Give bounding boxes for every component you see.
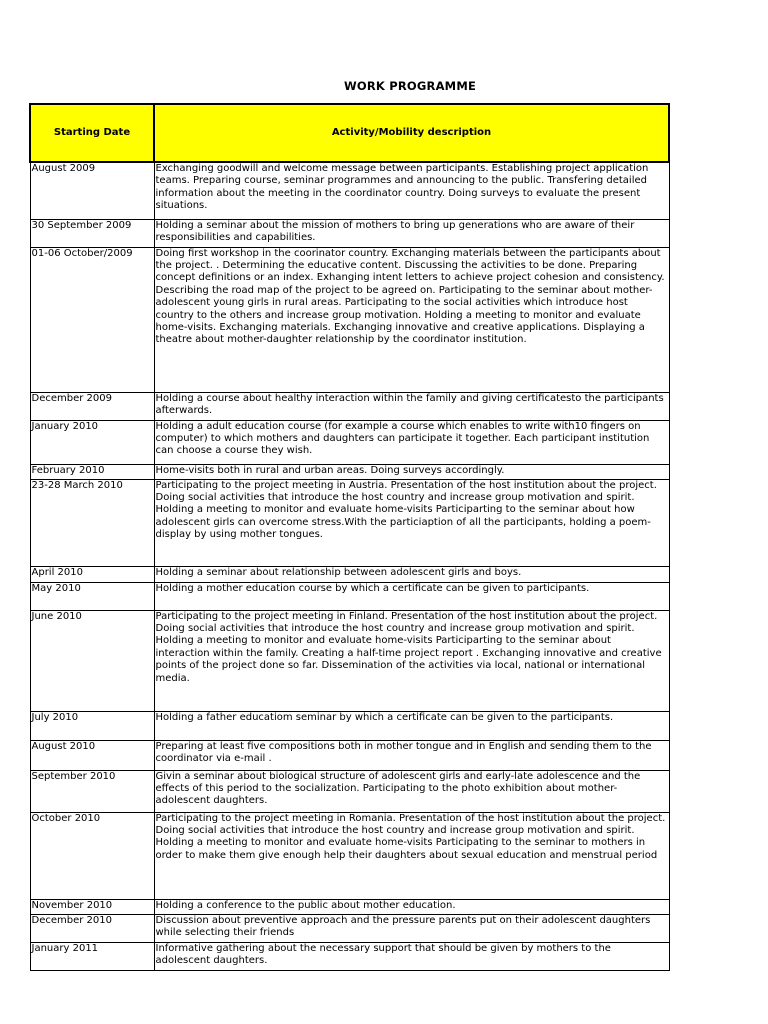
- page-title: WORK PROGRAMME: [343, 79, 477, 93]
- table-row: [30, 219, 669, 247]
- activity-cell: Holding a father educatiom seminar by which a certificate can be given to the participants.: [154, 711, 669, 740]
- table-row: [30, 420, 669, 464]
- activity-cell: Discussion about preventive approach and the pressure parents put on their adolescent daughters while selecting their friends: [154, 914, 669, 942]
- activity-cell: Informative gathering about the necessary support that should be given by mothers to the adolescent daughters.: [154, 942, 669, 970]
- table-row: [30, 247, 669, 392]
- date-cell: August 2009: [30, 162, 154, 219]
- table-row: [30, 942, 669, 970]
- activity-header: Activity/Mobility description: [154, 104, 669, 162]
- activity-cell: Doing first workshop in the coorinator country. Exchanging materials between the participants about the project. . Determining the educative content. Discussing the activities to be done. Preparing concept definitions or an index. Exhanging intent letters to achieve project cohesion and consistency. Describing the road map of the project to be agreed on. Participating to the seminar about mother-adolescent young girls in rural areas. Participating to the social activities which introduce host country to the others and increase group motivation. Holding a meeting to monitor and evaluate home-visits. Exchanging materials. Exchanging innovative and creative applications. Displaying a theatre about mother-daughter relationship by the coordinator institution.: [154, 247, 669, 392]
- activity-cell: Holding a seminar about relationship between adolescent girls and boys.: [154, 566, 669, 582]
- date-cell: September 2010: [30, 770, 154, 812]
- table-row: [30, 582, 669, 610]
- date-cell: December 2009: [30, 392, 154, 420]
- activity-cell: Holding a seminar about the mission of mothers to bring up generations who are aware of their responsibilities and capabilities.: [154, 219, 669, 247]
- table-row: [30, 899, 669, 914]
- table-row: [30, 566, 669, 582]
- date-cell: 01-06 October/2009: [30, 247, 154, 392]
- date-cell: December 2010: [30, 914, 154, 942]
- activity-cell: Exchanging goodwill and welcome message between participants. Establishing project application teams. Preparing course, seminar programmes and announcing to the public. Transfering detailed information about the meeting in the coordinator country. Doing surveys to evaluate the present situations.: [154, 162, 669, 219]
- table-row: [30, 812, 669, 899]
- activity-cell: Participating to the project meeting in Austria. Presentation of the host institution about the project. Doing social activities that introduce the host country and increase group motivation and spirit. Holding a meeting to monitor and evaluate home-visits Participarting to the seminar about how adolescent girls can overcome stress.With the particiaption of all the participants, holding a poem-display by using mother tongues.: [154, 479, 669, 566]
- table-row: [30, 479, 669, 566]
- table-row: [30, 610, 669, 711]
- table-row: [30, 464, 669, 479]
- date-cell: January 2010: [30, 420, 154, 464]
- activity-cell: Holding a course about healthy interaction within the family and giving certificatesto the participants afterwards.: [154, 392, 669, 420]
- activity-cell: Holding a adult education course (for example a course which enables to write with10 fingers on computer) to which mothers and daughters can participate it together. Each participant institution can choose a course they wish.: [154, 420, 669, 464]
- activity-cell: Preparing at least five compositions both in mother tongue and in English and sending them to the coordinator via e-mail .: [154, 740, 669, 770]
- table-row: [30, 162, 669, 219]
- date-cell: November 2010: [30, 899, 154, 914]
- activity-cell: Givin a seminar about biological structure of adolescent girls and early-late adolescence and the effects of this period to the socialization. Participating to the photo exhibition about mother- adolescent daughters.: [154, 770, 669, 812]
- date-cell: August 2010: [30, 740, 154, 770]
- activity-cell: Participating to the project meeting in Romania. Presentation of the host institution about the project. Doing social activities that introduce the host country and increase group motivation and spirit. Holding a meeting to monitor and evaluate home-visits Participating to the seminar to mothers in order to make them give enough help their daughters about sexual education and menstrual period: [154, 812, 669, 899]
- date-cell: June 2010: [30, 610, 154, 711]
- date-cell: 30 September 2009: [30, 219, 154, 247]
- table-row: [30, 711, 669, 740]
- date-cell: February 2010: [30, 464, 154, 479]
- activity-cell: Home-visits both in rural and urban areas. Doing surveys accordingly.: [154, 464, 669, 479]
- table-row: [30, 740, 669, 770]
- activity-cell: Holding a mother education course by which a certificate can be given to participants.: [154, 582, 669, 610]
- table-row: [30, 392, 669, 420]
- date-cell: July 2010: [30, 711, 154, 740]
- date-cell: April 2010: [30, 566, 154, 582]
- work-programme-table: [29, 103, 670, 971]
- activity-cell: Participating to the project meeting in Finland. Presentation of the host institution about the project. Doing social activities that introduce the host country and increase group motivation and spirit. Holding a meeting to monitor and evaluate home-visits Participarting to the seminar about interaction within the family. Creating a half-time project report . Exchanging innovative and creative points of the project done so far. Dissemination of the activities via local, national or international media.: [154, 610, 669, 711]
- date-cell: January 2011: [30, 942, 154, 970]
- date-cell: 23-28 March 2010: [30, 479, 154, 566]
- starting-date-header: Starting Date: [30, 104, 154, 162]
- table-row: [30, 914, 669, 942]
- table-row: [30, 770, 669, 812]
- activity-cell: Holding a conference to the public about mother education.: [154, 899, 669, 914]
- date-cell: May 2010: [30, 582, 154, 610]
- date-cell: October 2010: [30, 812, 154, 899]
- header-row: [30, 104, 669, 162]
